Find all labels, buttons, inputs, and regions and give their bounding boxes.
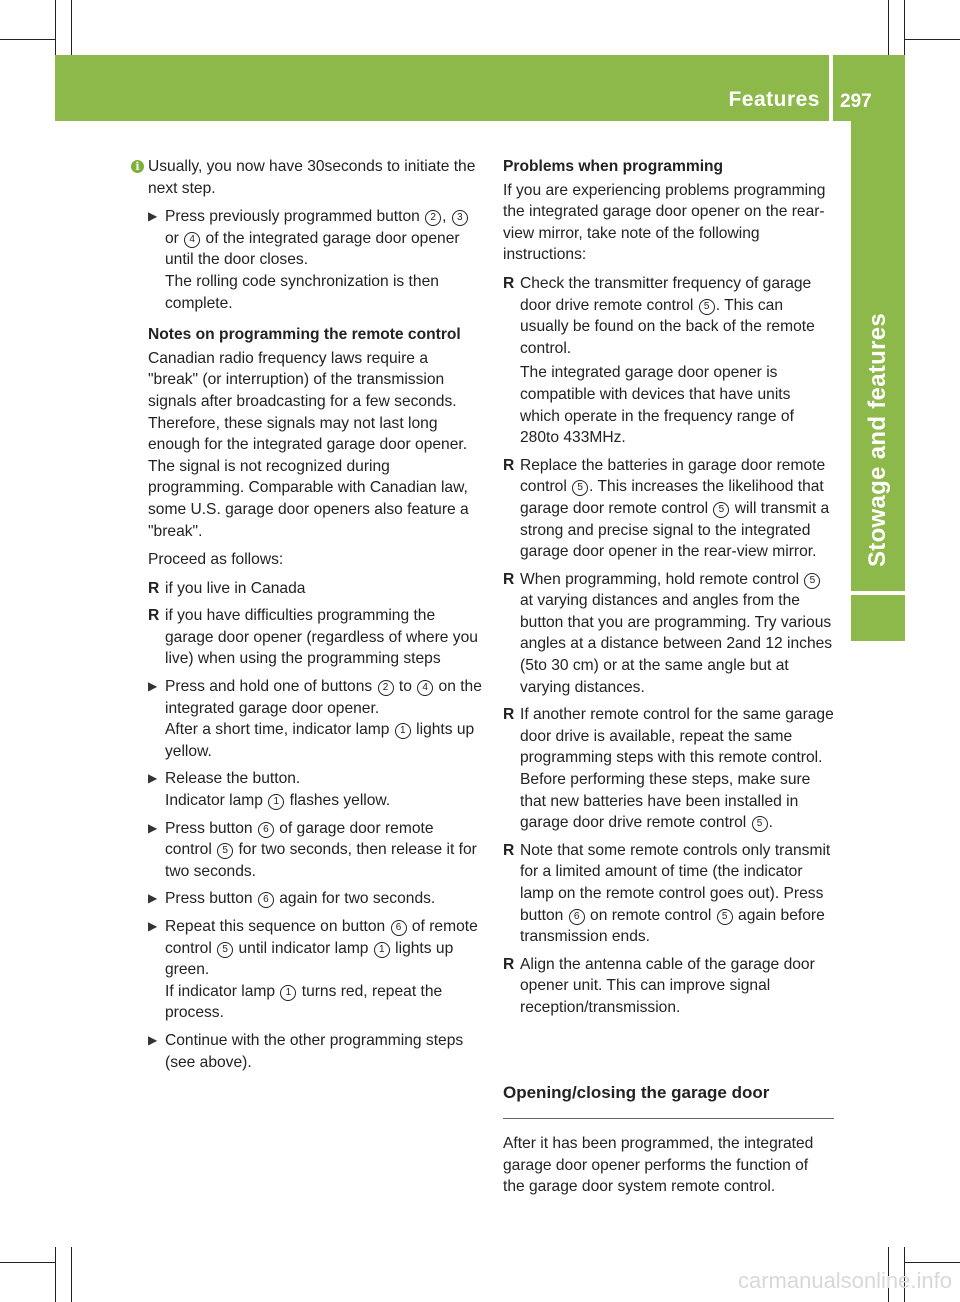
crop-mark (0, 1262, 55, 1263)
callout-2: 2 (425, 210, 441, 226)
right-column (503, 156, 834, 1025)
bullet-item: R Check the transmitter frequency of garage door drive remote control 5 . This can usually be found on the back of the remote control. The integrated garage door opener is compatible with devices that have units which operate in the frequency range of 280to 433MHz. (503, 274, 815, 447)
problems-heading: Problems when programming (503, 158, 724, 175)
callout-1: 1 (395, 723, 411, 739)
bullet-icon: R (148, 579, 160, 597)
crop-mark (904, 0, 905, 55)
left-column (135, 156, 482, 1079)
header-separator (829, 55, 833, 121)
chapter-tab-marker (851, 595, 905, 641)
arrow-icon: ▶ (148, 1032, 158, 1047)
step-item: ▶ Repeat this sequence on button 6 of remote control 5 until indicator lamp 1 lights up green. If indicator lamp 1 turns red, repeat the process. (148, 918, 478, 1022)
section-heading (503, 1081, 834, 1105)
crop-mark (905, 39, 960, 40)
callout-4: 4 (417, 680, 433, 696)
callout-5: 5 (699, 299, 715, 315)
arrow-icon: ▶ (148, 919, 158, 933)
callout-5: 5 (804, 573, 820, 589)
arrow-icon: ▶ (148, 771, 158, 786)
step-item: ▶ Press and hold one of buttons 2 to 4 on the integrated garage door opener. After a short time, indicator lamp 1 lights up yellow. (148, 678, 482, 760)
watermark: carmanualsonline.info (737, 1268, 952, 1293)
bullet-icon: R (503, 456, 515, 474)
crop-mark (0, 39, 55, 40)
callout-6: 6 (258, 892, 274, 908)
section-title: Opening/closing the garage door (503, 1083, 770, 1102)
callout-1: 1 (280, 985, 296, 1001)
info-note: i Usually, you now have 30seconds to initiate the next step. (131, 156, 482, 199)
callout-5: 5 (752, 816, 768, 832)
chapter-tab-label: Stowage and features (864, 312, 891, 568)
bullet-item: R Align the antenna cable of the garage door opener unit. This can improve signal reception/transmission. (503, 955, 815, 1016)
step-item: ▶ Press previously programmed button 2 , 3 or 4 of the integrated garage door opener until the door closes. The rolling code synchronization is then complete. (148, 206, 482, 314)
callout-5: 5 (217, 843, 233, 859)
crop-mark (71, 1247, 72, 1302)
crop-mark (55, 1247, 56, 1302)
info-icon: i (131, 160, 144, 173)
callout-6: 6 (391, 920, 407, 936)
crop-mark (888, 0, 889, 55)
callout-1: 1 (374, 942, 390, 958)
crop-mark (71, 0, 72, 55)
step-item: ▶ Continue with the other programming steps (see above). (148, 1031, 464, 1071)
arrow-icon: ▶ (148, 209, 158, 224)
bullet-icon: R (503, 570, 515, 588)
callout-5: 5 (572, 480, 588, 496)
bullet-icon: R (503, 841, 515, 859)
notes-body: Canadian radio frequency laws require a "break" (or interruption) of the transmission signals after broadcasting for a few seconds. Therefore, these signals may not last long enough for the integrated garage door opener. The signal is not recognized during programming. Comparable with Canadian law, some U.S. garage door openers also feature a "break". (148, 349, 469, 540)
proceed-text: Proceed as follows: (148, 551, 284, 569)
bullet-icon: R (503, 706, 515, 724)
bullet-item: R if you live in Canada (148, 578, 482, 600)
callout-6: 6 (258, 822, 274, 838)
callout-1: 1 (268, 794, 284, 810)
step-item: ▶ Press button 6 of garage door remote control 5 for two seconds, then release it for two seconds. (148, 819, 477, 880)
section-body: After it has been programmed, the integrated garage door opener performs the function of the garage door system remote control. (503, 1135, 814, 1196)
arrow-icon: ▶ (148, 891, 158, 906)
bullet-item: R Replace the batteries in garage door remote control 5 . This increases the likelihood that garage door remote control 5 will transmit a strong and precise signal to the integrated garage door opener in the rear-view mirror. (503, 456, 830, 561)
step-item: ▶ Press button 6 again for two seconds. (148, 888, 482, 910)
bullet-item: R If another remote control for the same garage door drive is available, repeat the same programming steps with this remote control. Before performing these steps, make sure that new batteries have been installed in garage door drive remote control 5 . (503, 706, 834, 832)
callout-2: 2 (378, 680, 394, 696)
page-title: Features (728, 88, 820, 111)
problems-intro: If you are experiencing problems programming the integrated garage door opener on the rear-view mirror, take note of the following instructions: (503, 181, 826, 264)
section-rule (503, 1118, 834, 1119)
callout-5: 5 (717, 909, 733, 925)
callout-5: 5 (217, 942, 233, 958)
callout-6: 6 (569, 909, 585, 925)
bullet-icon: R (148, 607, 160, 625)
arrow-icon: ▶ (148, 820, 158, 835)
crop-mark (905, 1262, 960, 1263)
bullet-item: R Note that some remote controls only transmit for a limited amount of time (the indicator lamp on the remote control goes out). Press button 6 on remote control 5 again before transmission ends. (503, 841, 831, 946)
callout-5: 5 (713, 502, 729, 518)
bullet-item: R When programming, hold remote control 5 at varying distances and angles from the button that you are programming. Try various angles at a distance between 2and 12 inches (5to 30 cm) or at the same angle but at varying distances. (503, 570, 833, 696)
arrow-icon: ▶ (148, 679, 158, 694)
bullet-icon: R (503, 274, 515, 292)
step-item: ▶ Release the button. Indicator lamp 1 flashes yellow. (148, 770, 391, 810)
callout-3: 3 (452, 210, 468, 226)
bullet-icon: R (503, 955, 515, 973)
bullet-item: R if you have difficulties programming the garage door opener (regardless of where you live) when using the programming steps (148, 607, 478, 668)
callout-4: 4 (184, 232, 200, 248)
page-number: 297 (840, 91, 872, 112)
crop-mark (55, 0, 56, 55)
notes-heading: Notes on programming the remote control (148, 326, 461, 344)
